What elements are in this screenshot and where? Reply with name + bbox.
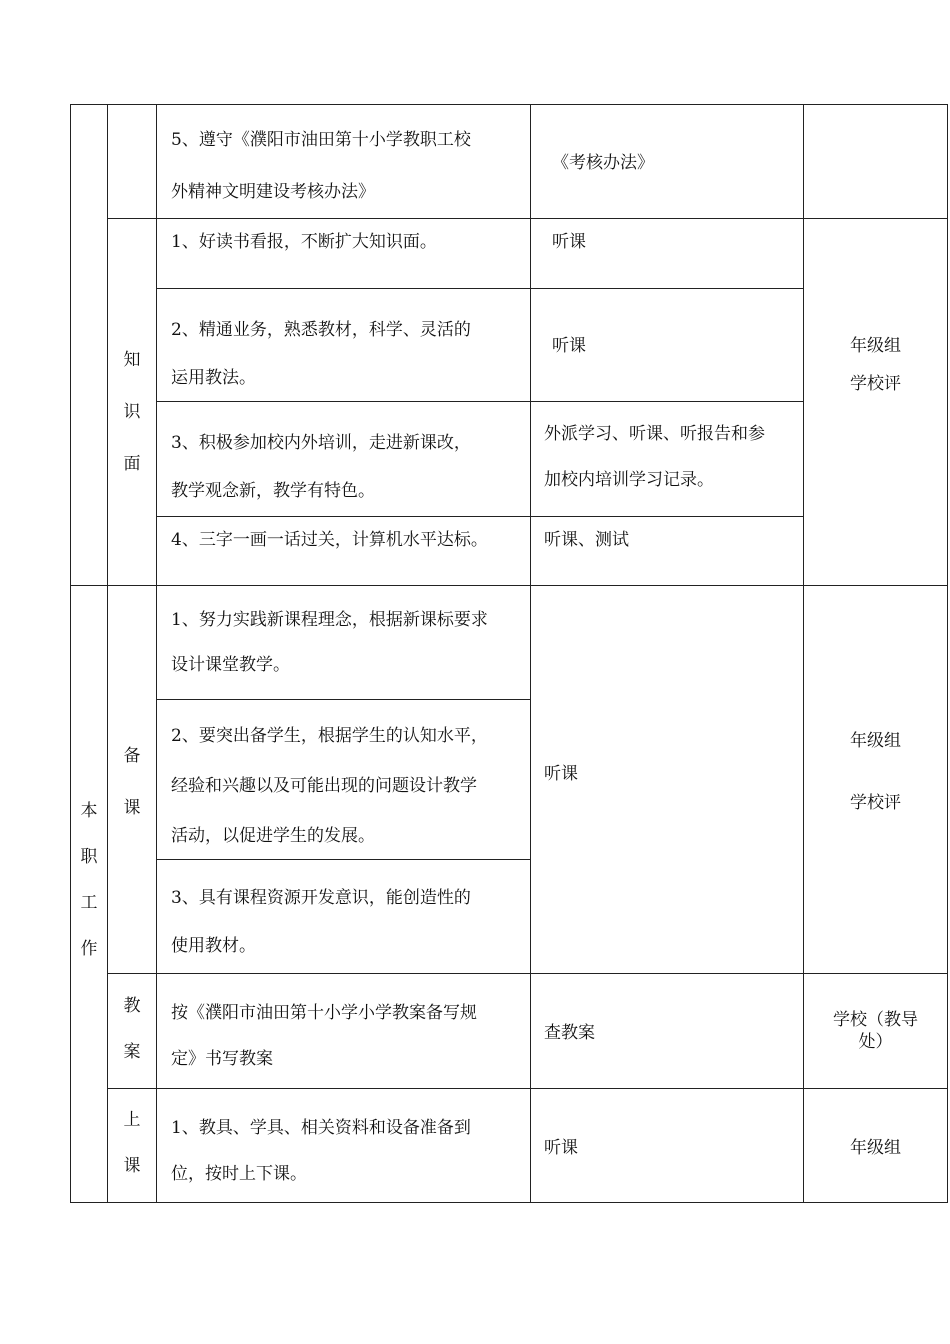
criteria-lesson-plan: 按《濮阳市油田第十小学小学教案备写规 定》书写教案 bbox=[171, 1003, 477, 1069]
method-lesson-plan: 查教案 bbox=[544, 1023, 595, 1043]
evaluator-class: 年级组 bbox=[850, 1138, 901, 1158]
category-knowledge: 知 识 面 bbox=[123, 350, 141, 474]
evaluator-knowledge: 年级组 学校评 bbox=[850, 336, 901, 394]
category-class: 上 课 bbox=[123, 1110, 141, 1176]
criteria-knowledge-1: 1、好读书看报，不断扩大知识面。 bbox=[171, 232, 437, 252]
method-r0: 《考核办法》 bbox=[552, 153, 654, 173]
criteria-knowledge-4: 4、三字一画一话过关，计算机水平达标。 bbox=[171, 530, 488, 550]
category-preparation: 备 课 bbox=[123, 746, 141, 818]
category-lesson-plan: 教 案 bbox=[123, 996, 141, 1062]
method-preparation: 听课 bbox=[544, 764, 578, 784]
criteria-knowledge-2: 2、精通业务，熟悉教材，科学、灵活的 运用教法。 bbox=[171, 320, 471, 388]
criteria-preparation-3: 3、具有课程资源开发意识，能创造性的 使用教材。 bbox=[171, 888, 471, 956]
method-knowledge-3: 外派学习、听课、听报告和参 加校内培训学习记录。 bbox=[544, 424, 765, 490]
criteria-preparation-1: 1、努力实践新课程理念，根据新课标要求 设计课堂教学。 bbox=[171, 610, 488, 675]
evaluator-preparation: 年级组 学校评 bbox=[850, 731, 901, 813]
criteria-class: 1、教具、学具、相关资料和设备准备到 位，按时上下课。 bbox=[171, 1118, 471, 1184]
evaluator-lesson-plan: 学校（教导 处） bbox=[833, 1010, 918, 1052]
method-knowledge-1: 听课 bbox=[552, 232, 586, 252]
criteria-knowledge-3: 3、积极参加校内外培训，走进新课改， 教学观念新，教学有特色。 bbox=[171, 433, 471, 501]
method-knowledge-4: 听课、测试 bbox=[544, 530, 629, 550]
method-class: 听课 bbox=[544, 1138, 578, 1158]
method-knowledge-2: 听课 bbox=[552, 336, 586, 356]
section-label: 本 职 工 作 bbox=[80, 801, 98, 959]
criteria-r0: 5、遵守《濮阳市油田第十小学教职工校 外精神文明建设考核办法》 bbox=[171, 130, 471, 202]
criteria-preparation-2: 2、要突出备学生，根据学生的认知水平， 经验和兴趣以及可能出现的问题设计教学 活动，以促进学生的发展。 bbox=[171, 726, 488, 846]
